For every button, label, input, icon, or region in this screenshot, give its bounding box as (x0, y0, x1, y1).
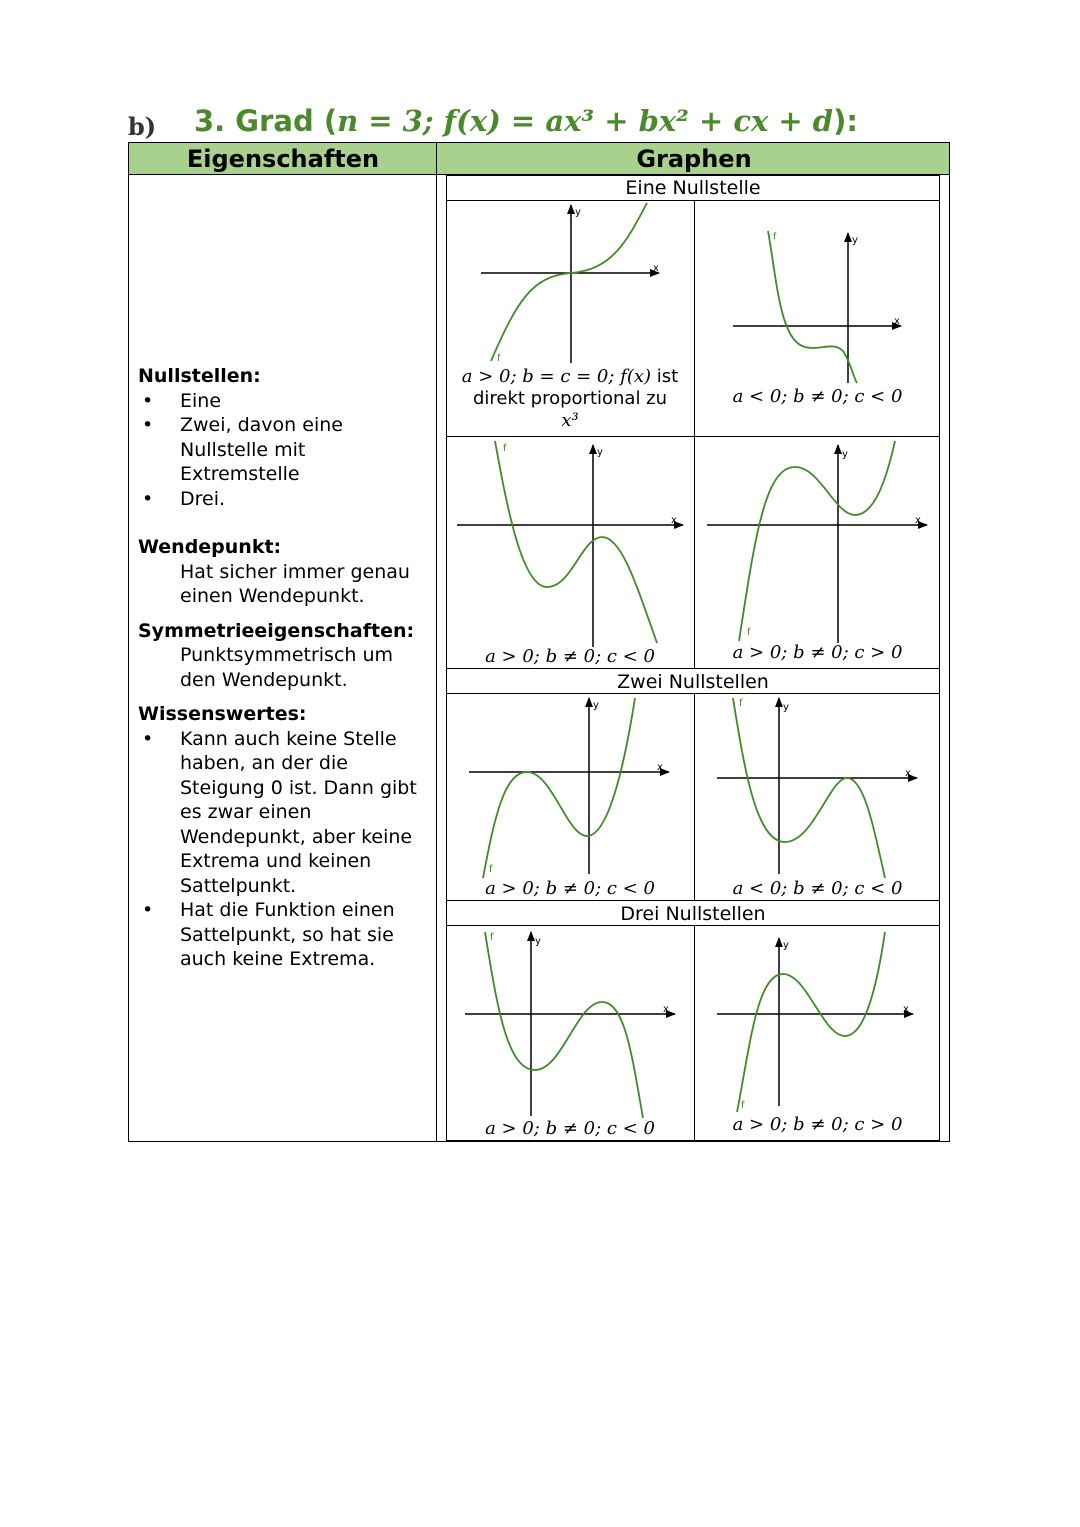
graph-cubic-rising-wave (695, 437, 940, 668)
svg-text:x: x (903, 1004, 909, 1015)
header-graphs: Graphen (636, 145, 752, 173)
svg-text:f: f (503, 443, 507, 454)
svg-text:f: f (773, 232, 777, 242)
table-header-row (129, 143, 949, 175)
section-two-zeros: Zwei Nullstellen (617, 671, 769, 693)
graph-3-caption: a > 0; b ≠ 0; c < 0 (485, 646, 655, 667)
graph-8-caption: a > 0; b ≠ 0; c > 0 (732, 1114, 903, 1135)
svg-text:y: y (597, 447, 603, 458)
svg-text:y: y (842, 449, 848, 460)
graph-cubic-local-min-max (447, 437, 693, 668)
svg-text:x: x (663, 1004, 669, 1015)
facts-list (138, 727, 428, 972)
list-item: • Zwei, davon eine Nullstelle mit Extremstelle (138, 413, 428, 487)
svg-text:f: f (739, 698, 743, 709)
axis-x-label: x (653, 263, 659, 274)
svg-text:y: y (593, 700, 599, 711)
zeros-list (138, 389, 428, 512)
svg-text:f: f (490, 932, 494, 943)
svg-text:x: x (915, 515, 921, 526)
graph-two-zeros-falling (695, 694, 940, 900)
svg-text:f: f (489, 864, 493, 875)
graph-1-caption: a > 0; b = c = 0; f(x) ist direkt proportional zu x³ (461, 366, 679, 431)
list-item: • Kann auch keine Stelle haben, an der die Steigung 0 ist. Dann gibt es zwar einen Wendepunkt, aber keine Extrema und keinen Sattelpunkt. (138, 727, 428, 899)
svg-text:f: f (747, 627, 751, 638)
svg-text:f: f (741, 1100, 745, 1111)
graph-three-zeros-falling (447, 926, 693, 1140)
title-formula: n = 3; f(x) = ax³ + bx² + cx + d (337, 104, 834, 138)
section-three-zeros: Drei Nullstellen (620, 903, 766, 925)
svg-text:x: x (894, 316, 900, 327)
list-item: • Eine (138, 389, 428, 414)
list-item: • Hat die Funktion einen Sattelpunkt, so hat sie auch keine Extrema. (138, 898, 428, 972)
graph-6-caption: a < 0; b ≠ 0; c < 0 (732, 878, 903, 899)
graph-5-caption: a > 0; b ≠ 0; c < 0 (485, 878, 655, 899)
svg-text:x: x (671, 515, 677, 526)
inflection-title: Wendepunkt: (138, 536, 282, 558)
section-title: 3. Grad (n = 3; f(x) = ax³ + bx² + cx + d): (194, 104, 858, 138)
svg-text:y: y (852, 235, 858, 246)
list-item: • Drei. (138, 487, 428, 512)
column-divider (436, 143, 437, 1141)
svg-text:x: x (657, 762, 663, 773)
svg-text:y: y (783, 702, 789, 713)
header-properties: Eigenschaften (186, 145, 380, 173)
svg-text:y: y (535, 936, 541, 947)
graph-2-caption: a < 0; b ≠ 0; c < 0 (732, 386, 903, 407)
graph-4-caption: a > 0; b ≠ 0; c > 0 (732, 642, 903, 663)
properties-text (138, 364, 428, 972)
inflection-text: Hat sicher immer genau einen Wendepunkt. (180, 560, 410, 607)
symmetry-title: Symmetrieeigenschaften: (138, 619, 415, 642)
graph-7-caption: a > 0; b ≠ 0; c < 0 (485, 1118, 655, 1139)
section-one-zero: Eine Nullstelle (625, 177, 761, 199)
zeros-title: Nullstellen: (138, 365, 261, 387)
section-label: b) (128, 112, 157, 141)
curve-label: f (497, 353, 501, 364)
graph-three-zeros-rising (695, 926, 940, 1140)
svg-text:y: y (783, 940, 789, 951)
facts-title: Wissenswertes: (138, 703, 307, 725)
svg-text:x: x (905, 768, 911, 779)
graph-two-zeros-rising (447, 694, 693, 900)
axis-y-label: y (575, 207, 581, 218)
symmetry-text: Punktsymmetrisch um den Wendepunkt. (180, 644, 394, 691)
